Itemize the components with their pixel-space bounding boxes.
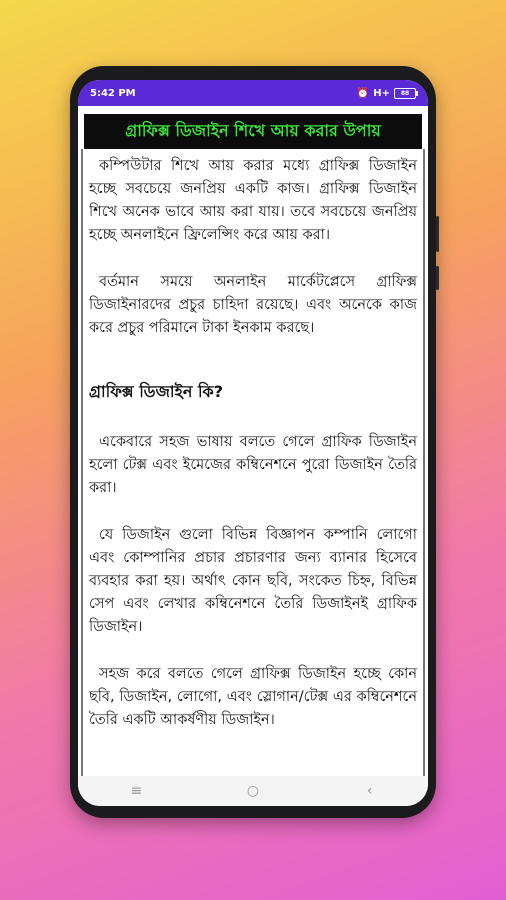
article-paragraph: যে ডিজাইন গুলো বিভিন্ন বিজ্ঞাপন কম্পানি লোগো এবং কোম্পানির প্রচার প্রচারণার জন্য ব্যানার হিসেবে ব্যবহার করা হয়। অর্থাৎ কোন ছবি, সংকেত চিহ্ন, বিভিন্ন সেপ এবং লেখার কম্বিনেশনে তৈরি ডিজাইনই গ্রাফিক ডিজাইন। [89,527,417,635]
phone-screen [78,80,428,806]
article-paragraph: একেবারে সহজ ভাষায় বলতে গেলে গ্রাফিক ডিজাইন হলো টেক্স এবং ইমেজের কম্বিনেশনে পুরো ডিজাইন তৈরি করা। [89,434,417,496]
phone-frame [70,66,436,818]
navigation-bar [78,776,428,806]
status-time: 5:42 PM [90,87,136,99]
volume-button [436,216,439,252]
article-paragraph: সহজ করে বলতে গেলে গ্রাফিক্স ডিজাইন হচ্ছে কোন ছবি, ডিজাইন, লোগো, এবং স্লোগান/টেক্স এর কম্বিনেশনে তৈরি একটি আকর্ষণীয় ডিজাইন। [89,666,417,728]
article-body [81,149,425,776]
article-title: গ্রাফিক্স ডিজাইন শিখে আয় করার উপায় [84,114,422,149]
network-indicator: H+ [373,87,390,99]
article-scroll-area[interactable] [78,106,428,776]
status-bar [78,80,428,106]
battery-icon: 88 [394,88,416,99]
power-button [436,266,439,290]
article-paragraph: বর্তমান সময়ে অনলাইন মার্কেটপ্লেসে গ্রাফিক্স ডিজাইনারদের প্রচুর চাহিদা রয়েছে। এবং অনেকে কাজ করে প্রচুর পরিমানে টাকা ইনকাম করছে। [89,274,417,336]
menu-nav-button[interactable]: ≡ [130,783,143,799]
home-nav-button[interactable]: ○ [246,783,260,799]
article-paragraph: কম্পিউটার শিখে আয় করার মধ্যে গ্রাফিক্স ডিজাইন হচ্ছে সবচেয়ে জনপ্রিয় একটি কাজ। গ্রাফিক্স ডিজাইন শিখে অনেক ভাবে আয় করা যায়। তবে সবচেয়ে জনপ্রিয় হচ্ছে অনলাইনে ফ্রিলেন্সিং করে আয় করা। [89,158,417,243]
alarm-icon: ⏰ [356,87,370,99]
status-icons [357,88,416,99]
section-heading: গ্রাফিক্স ডিজাইন কি? [89,382,224,401]
back-nav-button[interactable]: ‹ [366,783,373,799]
